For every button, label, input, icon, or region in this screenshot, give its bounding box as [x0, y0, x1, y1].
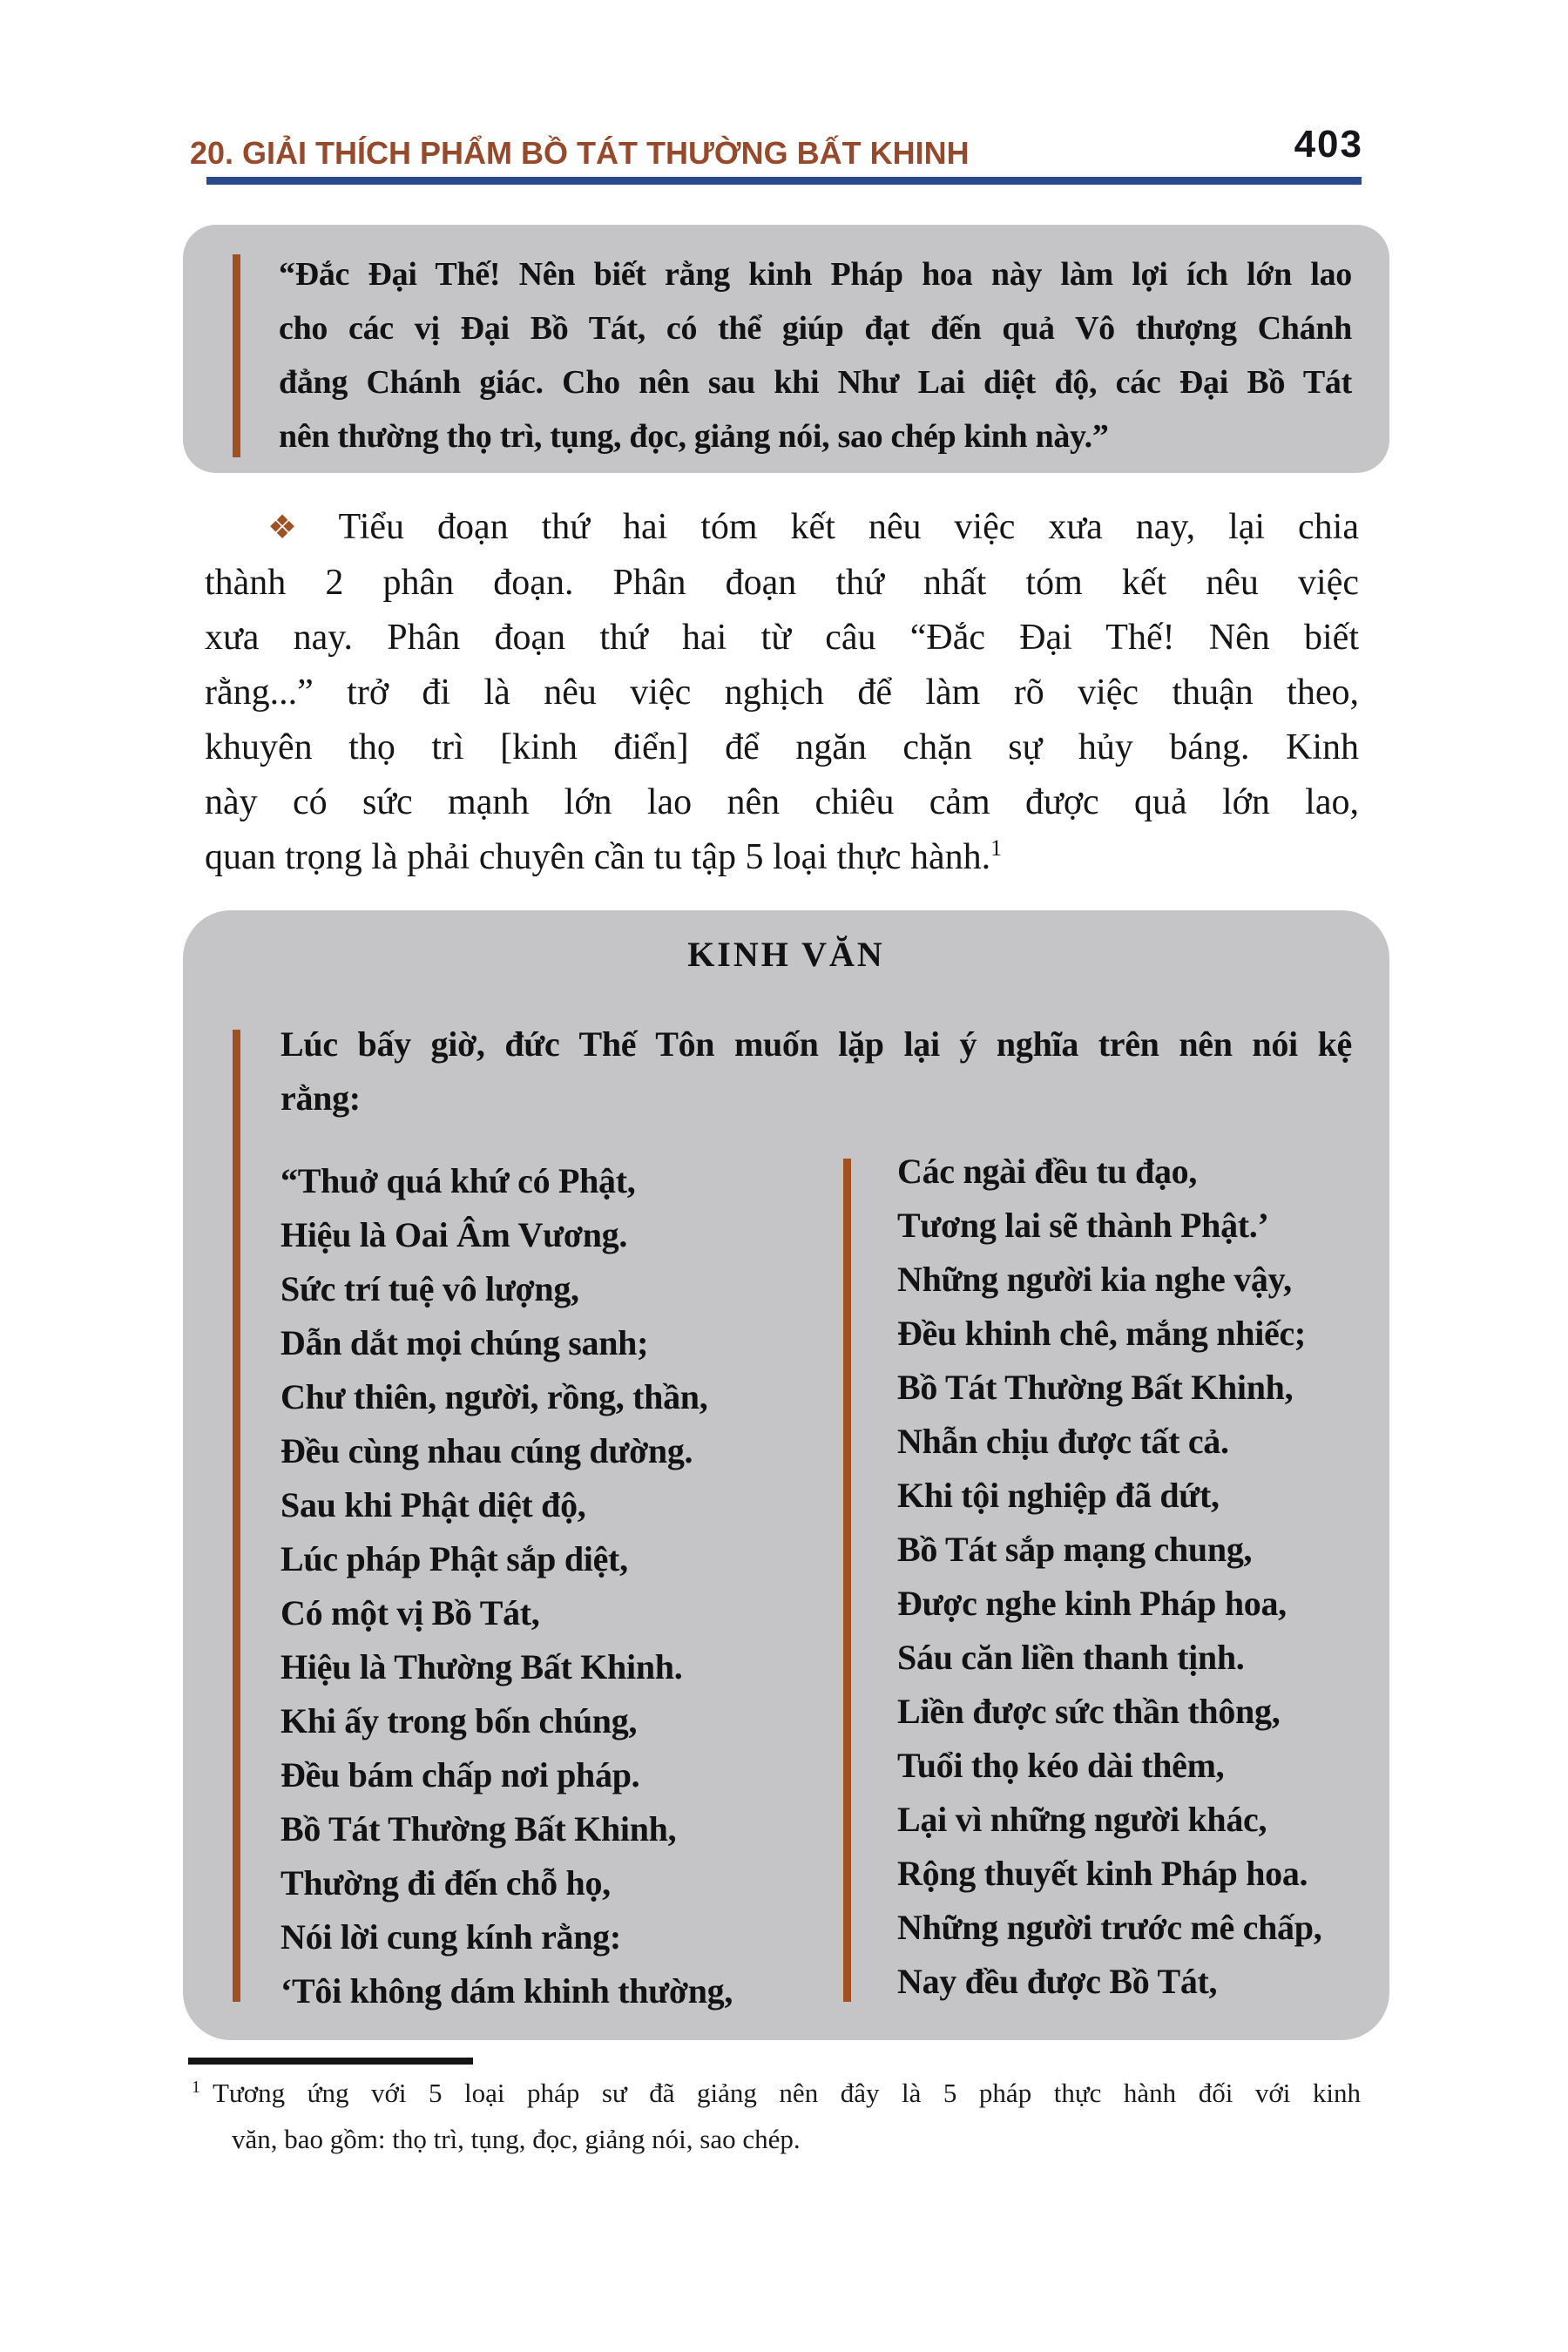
quote-accent-bar: [233, 254, 240, 457]
verse-intro: [280, 1017, 1352, 1125]
commentary-line: này có sức mạnh lớn lao nên chiêu cảm được quả lớn lao,: [205, 782, 1359, 822]
verse-line: Sáu căn liền thanh tịnh.: [897, 1638, 1245, 1677]
verse-line: Hiệu là Oai Âm Vương.: [280, 1215, 628, 1254]
verse-line: Sau khi Phật diệt độ,: [280, 1485, 586, 1524]
verse-line: Sức trí tuệ vô lượng,: [280, 1269, 579, 1308]
header-rule: [206, 177, 1362, 185]
commentary-text: quan trọng là phải chuyên cần tu tập 5 loại thực hành.: [205, 837, 991, 877]
sutra-quote-text: [279, 247, 1352, 463]
verse-column-left: [280, 1154, 838, 2018]
verse-line: Liền được sức thần thông,: [897, 1692, 1281, 1731]
quote-line: “Đắc Đại Thế! Nên biết rằng kinh Pháp hoa này làm lợi ích lớn lao: [279, 256, 1352, 293]
verse-line: ‘Tôi không dám khinh thường,: [280, 1971, 733, 2011]
verse-line: Nay đều được Bồ Tát,: [897, 1962, 1218, 2001]
verse-line: Những người kia nghe vậy,: [897, 1260, 1292, 1299]
verse-right-accent-bar: [843, 1159, 851, 2002]
quote-line: cho các vị Đại Bồ Tát, có thể giúp đạt đến quả Vô thượng Chánh: [279, 310, 1352, 347]
verse-intro-line: rằng:: [280, 1078, 361, 1118]
kinh-van-title: KINH VĂN: [687, 935, 885, 974]
quote-line: nên thường thọ trì, tụng, đọc, giảng nói, sao chép kinh này.”: [279, 418, 1109, 455]
verse-line: Chư thiên, người, rồng, thần,: [280, 1377, 708, 1416]
verse-line: Rộng thuyết kinh Pháp hoa.: [897, 1854, 1308, 1893]
verse-line: Khi ấy trong bốn chúng,: [280, 1701, 638, 1740]
verse-line: Bồ Tát Thường Bất Khinh,: [897, 1368, 1294, 1407]
footnote-text: Tương ứng với 5 loại pháp sư đã giảng nên đây là 5 pháp thực hành đối với kinh: [213, 2078, 1361, 2108]
verse-line: “Thuở quá khứ có Phật,: [280, 1161, 636, 1200]
verse-line: Bồ Tát Thường Bất Khinh,: [280, 1809, 677, 1848]
commentary-line: khuyên thọ trì [kinh điển] để ngăn chặn sự hủy báng. Kinh: [205, 727, 1359, 767]
verse-line: Tuổi thọ kéo dài thêm,: [897, 1746, 1225, 1785]
sutra-quote-block: [183, 225, 1389, 473]
verse-intro-line: Lúc bấy giờ, đức Thế Tôn muốn lặp lại ý nghĩa trên nên nói kệ: [280, 1024, 1352, 1064]
kinh-van-block: [183, 910, 1389, 2040]
verse-line: Đều bám chấp nơi pháp.: [280, 1755, 640, 1794]
verse-column-right: [897, 1145, 1372, 2009]
verse-line: Dẫn dắt mọi chúng sanh;: [280, 1323, 649, 1362]
diamond-bullet-icon: ❖: [267, 510, 321, 546]
verse-line: Khi tội nghiệp đã dứt,: [897, 1476, 1220, 1515]
quote-line: đẳng Chánh giác. Cho nên sau khi Như Lai diệt độ, các Đại Bồ Tát: [279, 364, 1352, 401]
footnote-separator-rule: [188, 2058, 473, 2065]
verse-line: Được nghe kinh Pháp hoa,: [897, 1584, 1287, 1623]
verse-line: Tương lai sẽ thành Phật.’: [897, 1206, 1269, 1245]
verse-line: Lại vì những người khác,: [897, 1800, 1267, 1839]
chapter-header-title: 20. GIẢI THÍCH PHẨM BỒ TÁT THƯỜNG BẤT KHINH: [190, 135, 970, 171]
verse-line: Các ngài đều tu đạo,: [897, 1152, 1198, 1191]
commentary-line: rằng...” trở đi là nêu việc nghịch để làm rõ việc thuận theo,: [205, 672, 1359, 713]
footnote-marker: 1: [192, 2077, 200, 2097]
verse-line: Nói lời cung kính rằng:: [280, 1917, 621, 1957]
commentary-line: [205, 500, 1359, 556]
verse-line: Có một vị Bồ Tát,: [280, 1593, 540, 1632]
verse-line: Thường đi đến chỗ họ,: [280, 1863, 611, 1903]
verse-line: Bồ Tát sắp mạng chung,: [897, 1530, 1253, 1569]
footnote-line: [192, 2070, 1361, 2116]
commentary-text: Tiểu đoạn thứ hai tóm kết nêu việc xưa nay, lại chia: [338, 507, 1359, 547]
footnote-line: văn, bao gồm: thọ trì, tụng, đọc, giảng nói, sao chép.: [232, 2124, 801, 2154]
verse-line: Những người trước mê chấp,: [897, 1908, 1322, 1947]
verse-line: Hiệu là Thường Bất Khinh.: [280, 1647, 683, 1686]
verse-line: Đều cùng nhau cúng dường.: [280, 1431, 693, 1470]
verse-line: Đều khinh chê, mắng nhiếc;: [897, 1314, 1306, 1353]
commentary-line: xưa nay. Phân đoạn thứ hai từ câu “Đắc Đại Thế! Nên biết: [205, 618, 1359, 658]
commentary-paragraph: [205, 500, 1359, 885]
verse-line: Nhẫn chịu được tất cả.: [897, 1422, 1229, 1461]
page-number: 403: [1294, 123, 1363, 166]
verse-left-accent-bar: [233, 1030, 240, 2002]
footnote-reference: 1: [990, 835, 1003, 861]
commentary-line: thành 2 phân đoạn. Phân đoạn thứ nhất tóm kết nêu việc: [205, 563, 1359, 603]
commentary-line: [205, 830, 1359, 885]
verse-line: Lúc pháp Phật sắp diệt,: [280, 1539, 628, 1578]
footnote: [192, 2070, 1361, 2162]
